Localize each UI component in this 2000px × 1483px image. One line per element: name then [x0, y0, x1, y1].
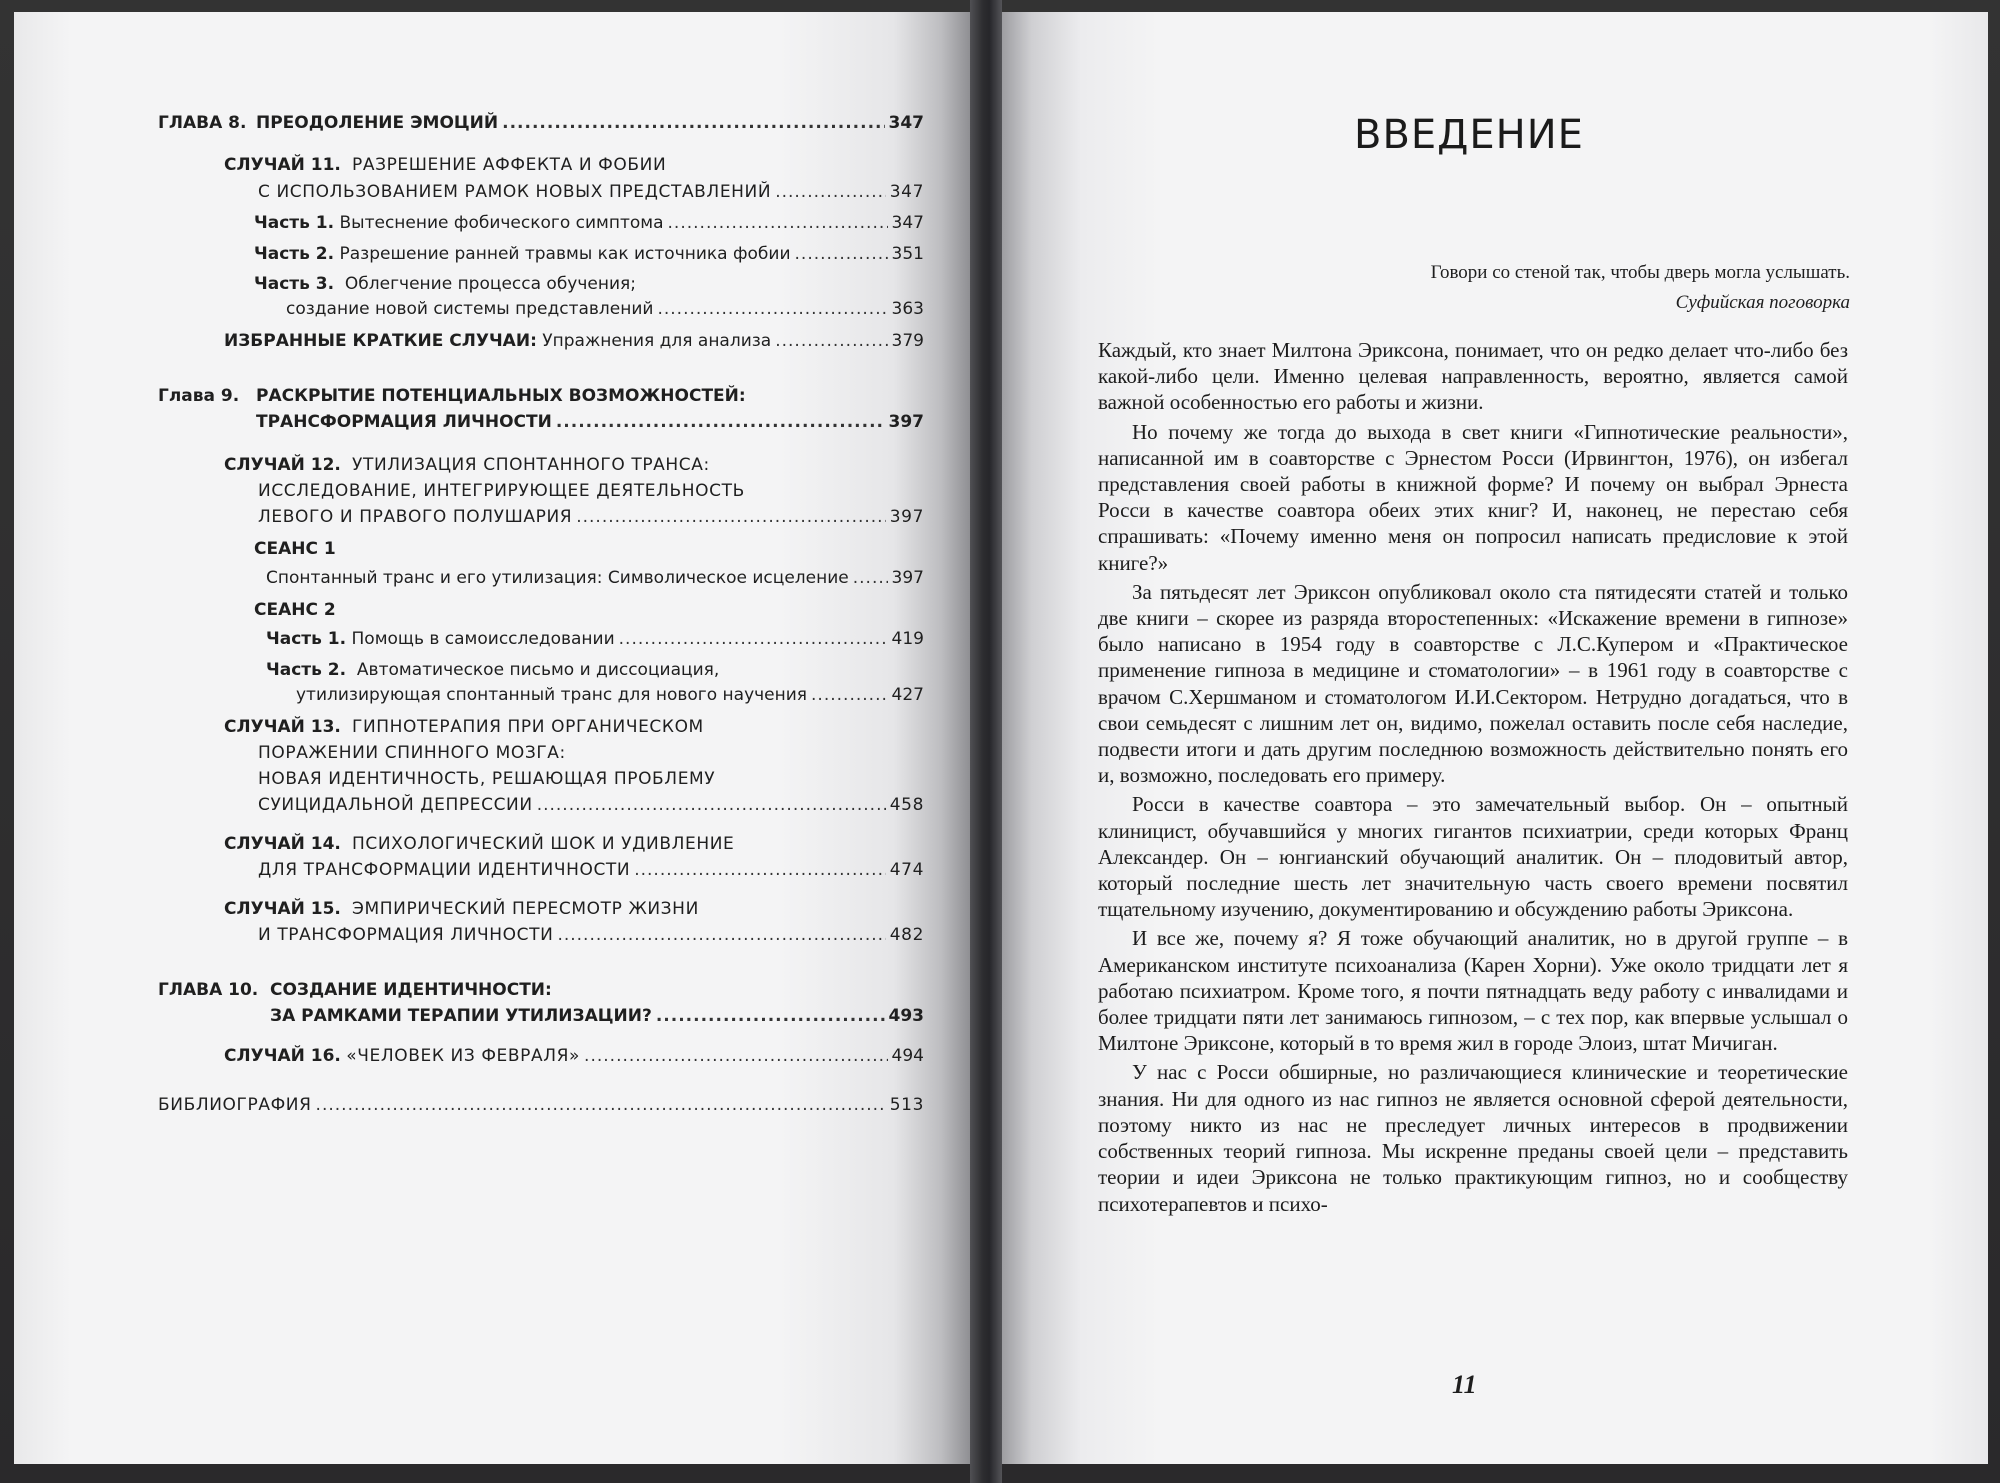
toc-page-number: 347: [891, 213, 924, 233]
toc-case-11-line2: С ИСПОЛЬЗОВАНИЕМ РАМОК НОВЫХ ПРЕДСТАВЛЕНИЙ: [258, 182, 772, 202]
toc-case-13-line4: СУИЦИДАЛЬНОЙ ДЕПРЕССИИ: [258, 795, 533, 815]
toc-page-number: 347: [888, 113, 924, 133]
toc-chapter-9-line1: РАСКРЫТИЕ ПОТЕНЦИАЛЬНЫХ ВОЗМОЖНОСТЕЙ:: [256, 386, 746, 406]
toc-case-12: [258, 507, 924, 527]
toc-chapter-8: [256, 113, 924, 133]
toc-case-13-line3: НОВАЯ ИДЕНТИЧНОСТЬ, РЕШАЮЩАЯ ПРОБЛЕМУ: [258, 769, 716, 789]
right-page: [1002, 12, 1988, 1464]
toc-part-title: Помощь в самоисследовании: [351, 629, 615, 649]
toc-part-title: Облегчение процесса обучения;: [344, 274, 636, 294]
toc-case-11: [258, 182, 924, 202]
paragraph-2: Но почему же тогда до выхода в свет книги «Гипнотические реальности», написанной им в соавторстве с Эрнестом Росси (Ирвингтон, 1976), он избегал представления своей работы в книжной форме? И почему он выбрал Эрнеста Росси в качестве соавтора обеих этих книг? И, наконец, не перестаю себя спрашивать: «Почему именно меня он попросил написать предисловие к этой книге?»: [1098, 419, 1848, 575]
toc-page-number: 363: [891, 299, 924, 319]
toc-page-number: 482: [889, 925, 924, 945]
toc-part-label: Часть 1.: [254, 213, 335, 233]
toc-leader: [775, 331, 887, 351]
toc-case-12-label: СЛУЧАЙ 12.: [224, 455, 341, 475]
toc-chapter-10-line2: ЗА РАМКАМИ ТЕРАПИИ УТИЛИЗАЦИИ?: [270, 1006, 652, 1026]
toc-case-14: [258, 860, 924, 880]
toc-case-15: [258, 925, 924, 945]
toc-case-16-title: «ЧЕЛОВЕК ИЗ ФЕВРАЛЯ»: [346, 1046, 581, 1066]
toc-chapter-10-label: ГЛАВА 10.: [158, 980, 259, 1000]
toc-leader: [656, 1006, 885, 1026]
left-page: [14, 12, 970, 1464]
toc-case-15-label: СЛУЧАЙ 15.: [224, 899, 341, 919]
toc-leader: [502, 113, 884, 133]
toc-part-title: Автоматическое письмо и диссоциация,: [356, 660, 720, 680]
toc-case-14-label: СЛУЧАЙ 14.: [224, 834, 341, 854]
toc-leader: [584, 1046, 888, 1066]
toc-part-label: Часть 1.: [266, 629, 347, 649]
toc-page-number: 458: [889, 795, 924, 815]
toc-case-12-line2: ИССЛЕДОВАНИЕ, ИНТЕГРИРУЮЩЕЕ ДЕЯТЕЛЬНОСТЬ: [258, 481, 745, 501]
toc-case-11-label: СЛУЧАЙ 11.: [224, 155, 341, 175]
paragraph-1: Каждый, кто знает Милтона Эриксона, понимает, что он редко делает что-либо без какой-либо цели. Именно целевая направленность, вероятно, является самой важной особенностью его работы и жизни.: [1098, 338, 1848, 415]
paragraph-4: Росси в качестве соавтора – это замечательный выбор. Он – опытный клиницист, обучавшийся у многих гигантов психиатрии, среди которых Франц Александер. Он – юнгианский обучающий аналитик. Он – плодовитый автор, который последние шесть лет значительную часть своего времени посвятил тщательному изучению, документированию и обсуждению работы Эриксона.: [1098, 792, 1848, 922]
toc-leader: [657, 299, 887, 319]
toc-case-16-label: СЛУЧАЙ 16.: [224, 1046, 341, 1066]
toc-leader: [795, 244, 888, 264]
toc-leader: [811, 685, 888, 705]
toc-part-title: Разрешение ранней травмы как источника фобии: [339, 244, 791, 264]
toc-case-14-line1: ПСИХОЛОГИЧЕСКИЙ ШОК И УДИВЛЕНИЕ: [352, 834, 735, 854]
toc-chapter-9: [256, 412, 924, 432]
paragraph-5: И все же, почему я? Я тоже обучающий аналитик, но в другой группе – в Американском институте психоанализа (Карен Хорни). Уже около тридцати лет я работаю психиатром. Кроме того, я почти пятнадцать веду работу с инвалидами и более тридцати пяти лет занимаюсь гипнозом, – с тех пор, как впервые услышал о Милтоне Эриксоне, который в то время жил в городе Элоиз, штат Мичиган.: [1098, 926, 1848, 1056]
toc-page-number: 493: [888, 1006, 924, 1026]
toc-page-number: 419: [891, 629, 924, 649]
toc-part-label: Часть 2.: [266, 660, 347, 680]
toc-brief-cases: [224, 331, 924, 351]
toc-case-13-line1: ГИПНОТЕРАПИЯ ПРИ ОРГАНИЧЕСКОМ: [352, 717, 704, 737]
toc-chapter-10-line1: СОЗДАНИЕ ИДЕНТИЧНОСТИ:: [270, 980, 552, 1000]
toc-part-title: Вытеснение фобического симптома: [339, 213, 664, 233]
page-number: 11: [1452, 1370, 1477, 1399]
toc-page-number: 474: [889, 860, 924, 880]
toc-bibliography: [158, 1095, 924, 1115]
toc-brief-title: Упражнения для анализа: [542, 331, 772, 351]
toc-chapter-10: [270, 1006, 924, 1026]
toc-session-2-label: СЕАНС 2: [254, 600, 336, 620]
book-gutter: [970, 0, 1002, 1483]
table-of-contents: [14, 12, 970, 1464]
toc-case-14-line2: ДЛЯ ТРАНСФОРМАЦИИ ИДЕНТИЧНОСТИ: [258, 860, 631, 880]
toc-chapter-8-label: ГЛАВА 8.: [158, 113, 247, 133]
toc-page-number: 397: [891, 568, 924, 588]
toc-page-number: 397: [889, 507, 924, 527]
toc-leader: [619, 629, 888, 649]
paragraph-3: За пятьдесят лет Эриксон опубликовал около ста пятидесяти статей и только две книги – скорее из разряда второстепенных: «Искажение времени в гипнозе» было написано в 1954 году в соавторстве с Л.С.Купером и «Практическое применение гипноза в медицине и стоматологии» – в 1961 году в соавторстве с врачом С.Хершманом и стоматологом И.И.Сектором. Нетрудно догадаться, что в свои семьдесят с лишним лет он, видимо, пожелал оставить после себя наследие, подвести итоги и дать другим последнюю возможность действительно понять его и, возможно, последовать его примеру.: [1098, 579, 1848, 788]
toc-leader: [668, 213, 888, 233]
toc-case-11-part-3-line1: [254, 274, 636, 294]
toc-page-number: 351: [891, 244, 924, 264]
toc-page-number: 379: [891, 331, 924, 351]
body-text: [1098, 337, 1848, 1217]
toc-part-title-line2: утилизирующая спонтанный транс для нового научения: [296, 685, 808, 705]
toc-case-11-part-3: [286, 299, 924, 319]
toc-part-label: Часть 3.: [254, 274, 335, 294]
toc-chapter-9-line2: ТРАНСФОРМАЦИЯ ЛИЧНОСТИ: [256, 412, 552, 432]
toc-leader: [775, 182, 886, 202]
toc-chapter-9-label: Глава 9.: [158, 386, 240, 406]
toc-case-12-line3: ЛЕВОГО И ПРАВОГО ПОЛУШАРИЯ: [258, 507, 573, 527]
toc-case-16: [224, 1046, 924, 1066]
toc-session-2-part-1: [266, 629, 924, 649]
toc-leader: [576, 507, 886, 527]
toc-leader: [634, 860, 886, 880]
toc-page-number: 494: [891, 1046, 924, 1066]
toc-case-13: [258, 795, 924, 815]
toc-session-1-title: Спонтанный транс и его утилизация: Символическое исцеление: [266, 568, 849, 588]
toc-page-number: 427: [891, 685, 924, 705]
toc-session-2-part-2: [296, 685, 924, 705]
epigraph: Говори со стеной так, чтобы дверь могла услышать.: [1430, 262, 1850, 283]
toc-case-13-label: СЛУЧАЙ 13.: [224, 717, 341, 737]
toc-case-11-part-1: [254, 213, 924, 233]
toc-session-1-label: СЕАНС 1: [254, 539, 336, 559]
toc-bibliography-title: БИБЛИОГРАФИЯ: [158, 1095, 312, 1115]
toc-case-12-line1: УТИЛИЗАЦИЯ СПОНТАННОГО ТРАНСА:: [352, 455, 710, 475]
toc-session-1: [266, 568, 924, 588]
chapter-heading: ВВЕДЕНИЕ: [1354, 112, 1584, 158]
toc-chapter-8-title: ПРЕОДОЛЕНИЕ ЭМОЦИЙ: [256, 113, 499, 133]
toc-case-15-line2: И ТРАНСФОРМАЦИЯ ЛИЧНОСТИ: [258, 925, 554, 945]
toc-page-number: 397: [888, 412, 924, 432]
toc-case-11-line1: РАЗРЕШЕНИЕ АФФЕКТА И ФОБИИ: [352, 155, 667, 175]
toc-leader: [537, 795, 886, 815]
toc-leader: [853, 568, 888, 588]
toc-session-2-part-2-line1: [266, 660, 719, 680]
toc-brief-label: ИЗБРАННЫЕ КРАТКИЕ СЛУЧАИ:: [224, 331, 537, 351]
toc-case-15-line1: ЭМПИРИЧЕСКИЙ ПЕРЕСМОТР ЖИЗНИ: [352, 899, 699, 919]
toc-leader: [557, 925, 885, 945]
toc-leader: [556, 412, 885, 432]
toc-page-number: 347: [889, 182, 924, 202]
paragraph-6: У нас с Росси обширные, но различающиеся клинические и теоретические знания. Ни для одного из нас гипноз не является основной сферой деятельности, поэтому никто из нас не преследует личных интересов в продвижении собственных теорий гипноза. Мы искренне преданы своей цели – представить теории и идеи Эриксона не только практикующим гипноз, но и сообществу психотерапевтов и психо-: [1098, 1060, 1848, 1216]
toc-leader: [316, 1095, 886, 1115]
toc-part-label: Часть 2.: [254, 244, 335, 264]
epigraph-source: Суфийская поговорка: [1675, 292, 1850, 313]
toc-case-13-line2: ПОРАЖЕНИИ СПИННОГО МОЗГА:: [258, 743, 566, 763]
toc-part-title-line2: создание новой системы представлений: [286, 299, 654, 319]
toc-case-11-part-2: [254, 244, 924, 264]
toc-page-number: 513: [889, 1095, 924, 1115]
